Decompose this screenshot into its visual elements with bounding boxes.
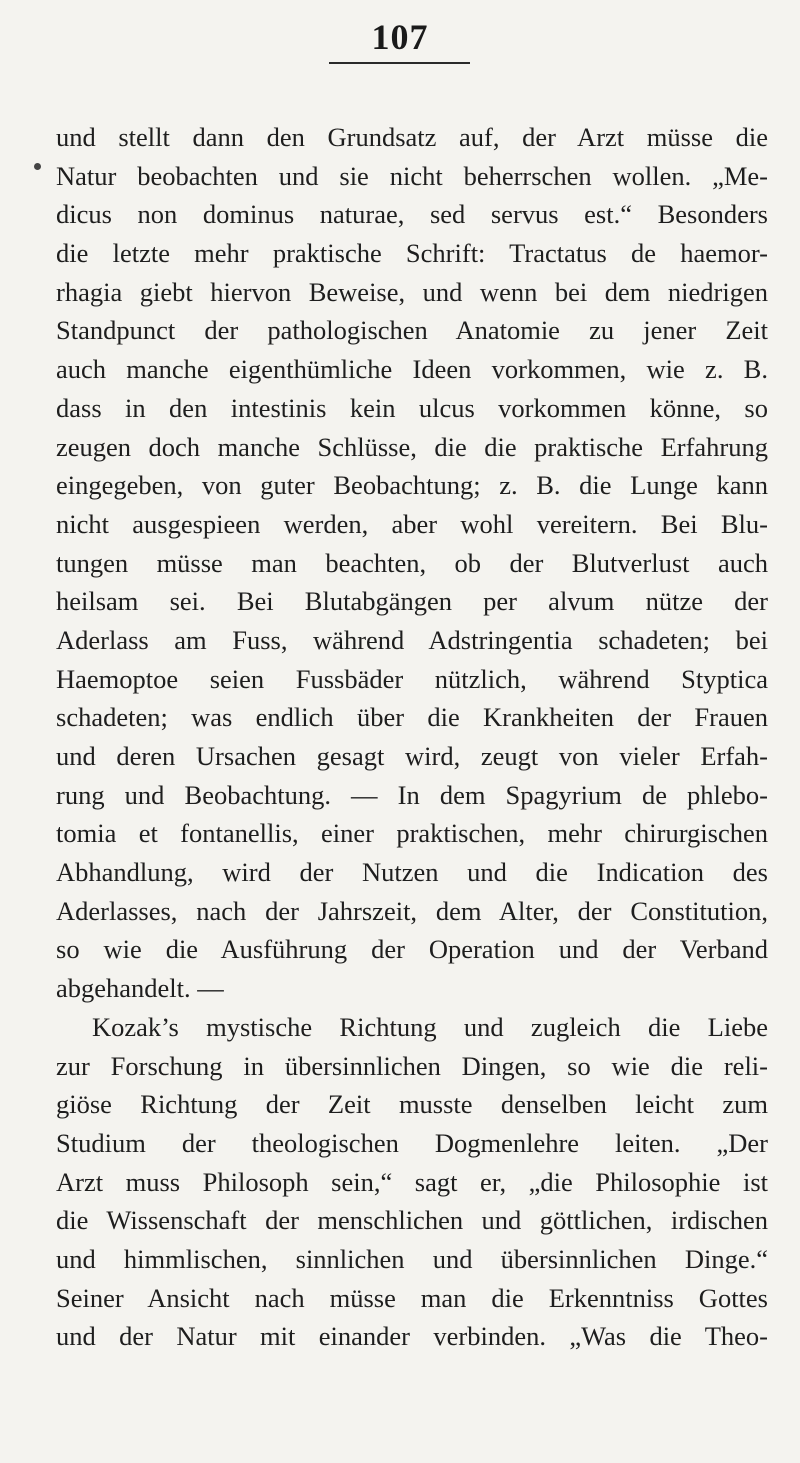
text-line: Arzt muss Philosoph sein,“ sagt er, „die Philosophie ist (56, 1166, 768, 1197)
text-line: zur Forschung in übersinnlichen Dingen, so wie die reli- (56, 1050, 768, 1081)
body-text (56, 118, 768, 1356)
text-line: tomia et fontanellis, einer praktischen, mehr chirurgischen (56, 818, 768, 849)
text-line: rung und Beobachtung. — In dem Spagyrium de phlebo- (56, 779, 768, 810)
header-rule (329, 62, 470, 64)
text-line: Studium der theologischen Dogmenlehre leiten. „Der (56, 1127, 768, 1158)
text-line: und deren Ursachen gesagt wird, zeugt von vieler Erfah- (56, 741, 768, 771)
text-line: so wie die Ausführung der Operation und der Verband (56, 934, 768, 965)
text-line: Natur beobachten und sie nicht beherrschen wollen. „Me- (56, 160, 768, 191)
text-line: Seiner Ansicht nach müsse man die Erkenntniss Gottes (56, 1282, 768, 1313)
margin-mark (34, 163, 41, 170)
text-line: eingegeben, von guter Beobachtung; z. B. die Lunge kann (56, 470, 768, 501)
text-line: und der Natur mit einander verbinden. „Was die Theo- (56, 1321, 768, 1352)
text-line: giöse Richtung der Zeit musste denselben leicht zum (56, 1089, 768, 1120)
text-line: die Wissenschaft der menschlichen und göttlichen, irdischen (56, 1205, 768, 1236)
text-line: nicht ausgespieen werden, aber wohl vereitern. Bei Blu- (56, 508, 768, 539)
text-line: auch manche eigenthümliche Ideen vorkommen, wie z. B. (56, 354, 768, 385)
text-line: Abhandlung, wird der Nutzen und die Indication des (56, 857, 768, 888)
text-line: und himmlischen, sinnlichen und übersinnlichen Dinge.“ (56, 1243, 768, 1274)
text-line: rhagia giebt hiervon Beweise, und wenn bei dem niedrigen (56, 276, 768, 307)
text-line: heilsam sei. Bei Blutabgängen per alvum nütze der (56, 586, 768, 617)
text-line: tungen müsse man beachten, ob der Blutverlust auch (56, 547, 768, 578)
text-line: Aderlass am Fuss, während Adstringentia schadeten; bei (56, 624, 768, 655)
text-line: dass in den intestinis kein ulcus vorkommen könne, so (56, 392, 768, 423)
text-line: schadeten; was endlich über die Krankheiten der Frauen (56, 702, 768, 733)
text-line: Haemoptoe seien Fussbäder nützlich, während Styptica (56, 663, 768, 694)
text-line: Kozak’s mystische Richtung und zugleich die Liebe (92, 1011, 768, 1042)
text-line: Aderlasses, nach der Jahrszeit, dem Alter, der Constitution, (56, 895, 768, 926)
text-line: und stellt dann den Grundsatz auf, der Arzt müsse die (56, 122, 768, 152)
text-line: die letzte mehr praktische Schrift: Tractatus de haemor- (56, 238, 768, 269)
text-line: Standpunct der pathologischen Anatomie zu jener Zeit (56, 315, 768, 346)
page-number: 107 (371, 17, 429, 57)
text-line: zeugen doch manche Schlüsse, die die praktische Erfahrung (56, 431, 768, 462)
text-line: dicus non dominus naturae, sed servus est.“ Besonders (56, 199, 768, 230)
text-line: abgehandelt. — (56, 973, 224, 1004)
